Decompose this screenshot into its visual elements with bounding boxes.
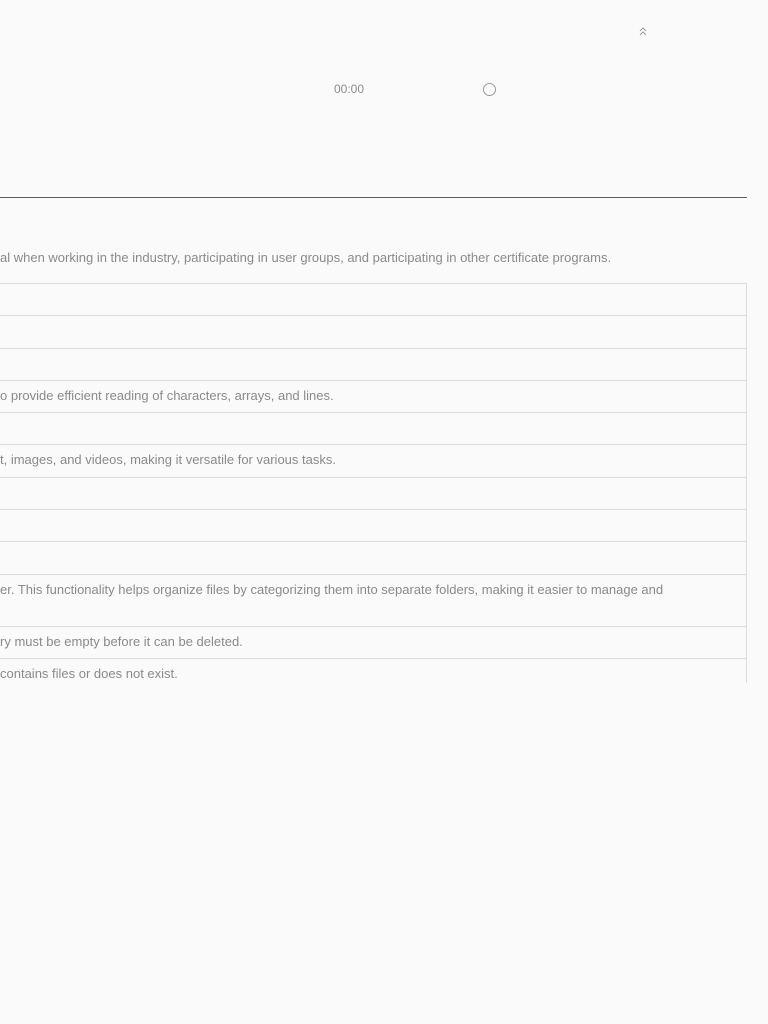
table-row: ry must be empty before it can be deleted.	[0, 626, 746, 658]
timer-display: 00:00	[334, 82, 365, 96]
table-row	[0, 315, 746, 347]
content-table	[0, 283, 747, 683]
table-row	[0, 477, 746, 509]
table-row: o provide efficient reading of characters, arrays, and lines.	[0, 380, 746, 412]
table-row	[0, 509, 746, 541]
table-row: er. This functionality helps organize files by categorizing them into separate folders, making it easier to manage and	[0, 574, 746, 626]
table-row	[0, 283, 746, 315]
table-row	[0, 541, 746, 573]
table-row	[0, 348, 746, 380]
divider	[0, 197, 747, 198]
table-row	[0, 412, 746, 444]
circle-icon[interactable]	[483, 83, 496, 96]
table-row: t, images, and videos, making it versatile for various tasks.	[0, 444, 746, 476]
intro-text: al when working in the industry, participating in user groups, and participating in other certificate programs.	[0, 250, 612, 265]
double-chevron-up-icon[interactable]	[637, 24, 649, 38]
table-row: contains files or does not exist.	[0, 658, 746, 683]
